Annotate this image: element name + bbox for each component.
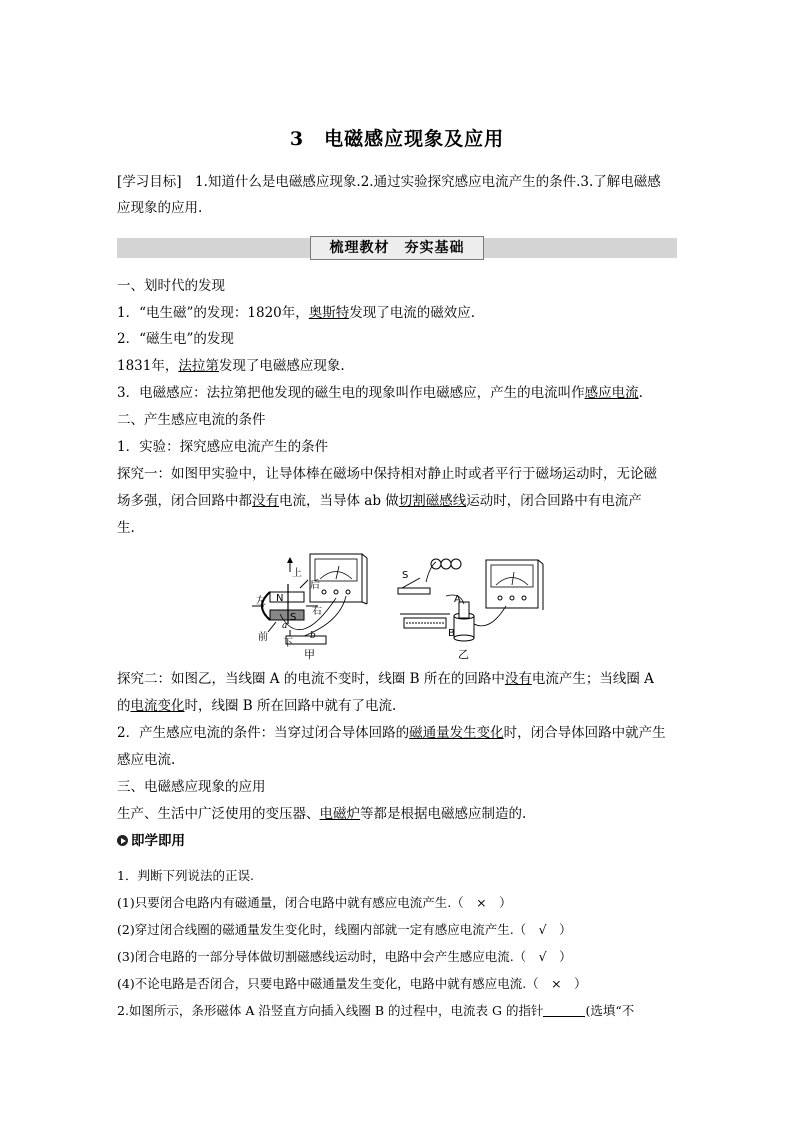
question-2 bbox=[117, 1001, 679, 1021]
heading-1: 一、划时代的发现 bbox=[117, 278, 225, 294]
question-1-3: (3)闭合电路的一部分导体做切割磁感线运动时，电路中会产生感应电流.（ √ ） bbox=[117, 949, 572, 964]
page-title: 3 电磁感应现象及应用 bbox=[289, 128, 505, 150]
heading-3: 三、电磁感应现象的应用 bbox=[117, 779, 266, 795]
label-switch-s: S bbox=[402, 570, 409, 581]
label-up: 上 bbox=[292, 568, 302, 579]
paragraph-electricity-to-magnetism bbox=[117, 303, 679, 323]
text: 时，闭合导体回路中就产生 bbox=[503, 725, 666, 741]
text: 1．“电生磁”的发现：1820年， bbox=[117, 305, 309, 321]
text: 电流产生；当线圈 A bbox=[531, 671, 654, 687]
text: 时，线圈 B 所在回路中就有了电流. bbox=[184, 698, 397, 714]
section-header: 梳理教材 夯实基础 bbox=[310, 236, 484, 260]
text: 电流，当导体 ab 做 bbox=[279, 493, 399, 509]
answer-oersted: 奥斯特 bbox=[308, 305, 350, 321]
practice-heading-text: 即学即用 bbox=[131, 833, 185, 849]
text: 场多强，闭合回路中都 bbox=[117, 493, 252, 509]
answer-flux-change: 磁通量发生变化 bbox=[409, 725, 504, 741]
label-n: N bbox=[276, 593, 284, 604]
question-1-1: (1)只要闭合电路内有磁通量，闭合电路中就有感应电流产生.（ × ） bbox=[117, 895, 512, 910]
text: 运动时，闭合回路中有电流产 bbox=[466, 493, 642, 509]
answer-blank[interactable] bbox=[543, 1002, 585, 1017]
answer-induction-cooker: 电磁炉 bbox=[319, 806, 360, 822]
answer-no: 没有 bbox=[252, 493, 279, 509]
text: 发现了电磁感应现象. bbox=[218, 358, 345, 374]
label-back: 后 bbox=[310, 580, 320, 591]
text: 的 bbox=[117, 698, 131, 714]
label-coil-b: B bbox=[448, 628, 455, 639]
text: 生产、生活中广泛使用的变压器、 bbox=[117, 806, 320, 822]
text: (选填“不 bbox=[585, 1003, 635, 1018]
text: 1831年， bbox=[117, 358, 179, 374]
label-b: b bbox=[310, 631, 316, 641]
text: 3．电磁感应：法拉第把他发现的磁生电的现象叫作电磁感应，产生的电流叫作 bbox=[117, 385, 585, 401]
learning-objectives-line-1: [学习目标] 1.知道什么是电磁感应现象.2.通过实验探究感应电流产生的条件.3.了解电磁感 bbox=[117, 174, 661, 190]
paragraph-magnetism-to-electricity: 2．“磁生电”的发现 bbox=[117, 331, 234, 347]
label-s: S bbox=[290, 612, 297, 623]
answer-current-change: 电流变化 bbox=[130, 698, 185, 714]
exploration-2-line-2 bbox=[117, 696, 679, 716]
text: 探究二：如图乙，当线圈 A 的电流不变时，线圈 B 所在的回路中 bbox=[117, 671, 505, 687]
question-1-2: (2)穿过闭合线圈的磁通量发生变化时，线圈内部就一定有感应电流产生.（ √ ） bbox=[117, 922, 572, 937]
caption-a: 甲 bbox=[304, 648, 315, 661]
answer-faraday: 法拉第 bbox=[178, 358, 219, 374]
text: 发现了电流的磁效应. bbox=[349, 305, 476, 321]
paragraph-experiment: 1．实验：探究感应电流产生的条件 bbox=[117, 439, 329, 455]
galvanometer-b bbox=[486, 560, 543, 610]
rheostat-b bbox=[400, 614, 450, 628]
question-1: 1．判断下列说法的正误. bbox=[117, 868, 254, 883]
text: 2.如图所示，条形磁体 A 沿竖直方向插入线圈 B 的过程中，电流表 G 的指针 bbox=[117, 1003, 544, 1018]
learning-objectives-line-2: 应现象的应用. bbox=[117, 200, 203, 216]
label-left: 左 bbox=[256, 596, 266, 607]
label-coil-a: A bbox=[454, 594, 461, 605]
condition-line-2: 感应电流. bbox=[117, 752, 176, 768]
exploration-1-line-2 bbox=[117, 491, 679, 511]
label-a: a bbox=[282, 621, 288, 631]
text: . bbox=[638, 385, 643, 401]
label-right: 右 bbox=[312, 606, 322, 617]
label-down: 下 bbox=[283, 638, 293, 649]
text: 2．产生感应电流的条件：当穿过闭合导体回路的 bbox=[117, 725, 410, 741]
text: 等都是根据电磁感应制造的. bbox=[360, 806, 527, 822]
experiment-figure bbox=[240, 552, 680, 662]
answer-induced-current: 感应电流 bbox=[584, 385, 639, 401]
play-circle-icon bbox=[117, 835, 128, 846]
label-front: 前 bbox=[258, 632, 268, 643]
paragraph-induction bbox=[117, 383, 679, 403]
answer-cut-field-lines: 切割磁感线 bbox=[398, 493, 467, 509]
practice-heading bbox=[117, 831, 679, 851]
question-1-4: (4)不论电路是否闭合，只要电路中磁通量发生变化，电路中就有感应电流.（ × ） bbox=[117, 976, 587, 991]
caption-b: 乙 bbox=[458, 648, 469, 661]
exploration-1-line-3: 生. bbox=[117, 520, 135, 536]
exploration-1-line-1: 探究一：如图甲实验中，让导体棒在磁场中保持相对静止时或者平行于磁场运动时，无论磁 bbox=[117, 466, 657, 482]
answer-no-current: 没有 bbox=[504, 671, 532, 687]
paragraph-1831 bbox=[117, 356, 679, 376]
condition-line-1 bbox=[117, 723, 679, 743]
paragraph-applications bbox=[117, 804, 679, 824]
heading-2: 二、产生感应电流的条件 bbox=[117, 412, 266, 428]
exploration-2-line-1 bbox=[117, 669, 679, 689]
galvanometer-a bbox=[310, 554, 367, 604]
